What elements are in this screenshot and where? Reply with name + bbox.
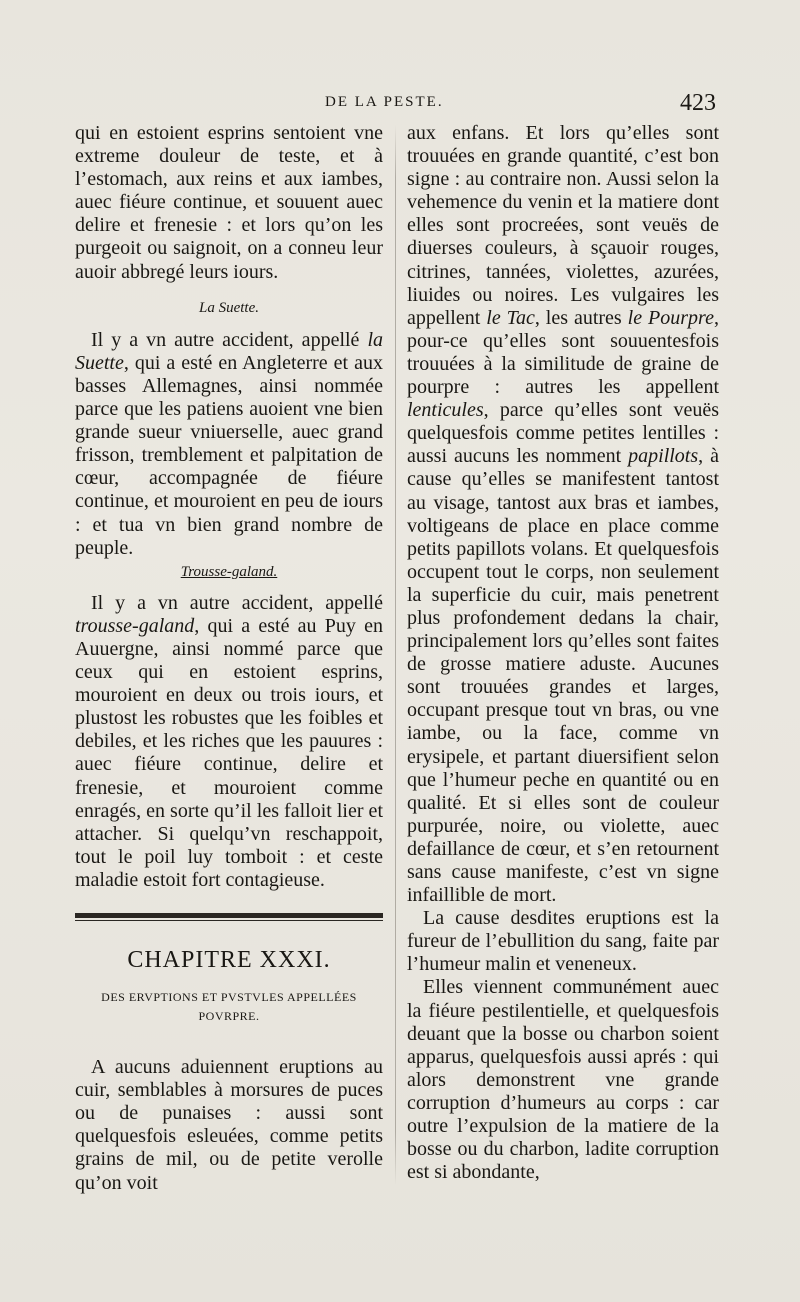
- paragraph: [75, 592, 383, 892]
- chapter-subtitle-line: DES ERVPTIONS ET PVSTVLES APPELLÉES: [101, 990, 357, 1005]
- text-run: Il y a vn autre accident, appellé: [91, 328, 368, 351]
- right-column: [407, 122, 719, 1184]
- page-number: 423: [680, 90, 716, 116]
- chapter-title: CHAPITRE XXXI.: [127, 947, 331, 973]
- text-run: , les autres: [534, 306, 628, 329]
- text-run: , à cause qu’elles se manifestent tantost au visage, tantost aux bras et iambes, voltigeans de place en place comme petits papillots volans. Et quelquesfois occupent tout le corps, non seulement la superficie du cuir, mais penetrent plus profondement dedans la chair, principalement lors qu’elles sont faites de grosse matiere aduste. Aucunes sont trouuées grandes et larges, occupant presque tout vn bras, ou vne iambe, ou la face, comme vn erysipele, et partant diuersifient selon que l’humeur peche en quantité ou en qualité. Et si elles sont de couleur purpurée, noire, ou violette, auec defaillance de cœur, et s’en retournent sans cause manifeste, c’est vn signe infaillible de mort.: [407, 445, 719, 907]
- rule-thin: [75, 920, 383, 921]
- text-run: Il y a vn autre accident, appellé: [91, 591, 383, 614]
- paragraph: qui en estoient esprins sentoient vne extreme douleur de teste, et à l’estomach, aux reins et aux iambes, auec fiéure continue, et souuent auec delire et frenesie : et lors qu’on les purgeoit ou saignoit, on a conneu leur auoir abbregé leurs iours.: [75, 122, 383, 283]
- term-italic: papillots: [628, 445, 699, 468]
- term-italic: trousse-galand: [75, 614, 195, 637]
- text-run: , parce qu’elles sont veuës quelquesfois comme petites lentilles : aussi aucuns les nomment: [407, 399, 719, 468]
- term-italic: le Tac: [486, 306, 535, 329]
- paragraph: A aucuns aduiennent eruptions au cuir, semblables à morsures de puces ou de punaises : aussi sont quelquesfois esleuées, comme petits grains de mil, ou de petite verolle qu’on voit: [75, 1056, 383, 1194]
- term-italic: la Suette: [75, 328, 383, 374]
- paragraph: [75, 329, 383, 560]
- text-run: , qui a esté en Angleterre et aux basses Allemagnes, ainsi nommée parce que les patiens auoient vne bien grande sueur vniuerselle, auec grand frisson, tremblement et palpitation de cœur, accompagnée de fiéure continue, et mouroient en peu de iours : et tua vn bien grand nombre de peuple.: [75, 351, 383, 559]
- term-italic: le Pourpre: [627, 306, 714, 329]
- term-italic: lenticules: [407, 399, 484, 422]
- text-run: , qui a esté au Puy en Auuergne, ainsi nommé parce que ceux qui en estoient esprins, mouroient en deux ou trois iours, et plustost les robustes que les foibles et debiles, et les riches que les pauures : auec fiéure continue, delire et frenesie, et mouroient comme enragés, en sorte qu’il les falloit lier et attacher. Si quelqu’vn reschappoit, tout le poil luy tomboit : et ceste maladie estoit fort contagieuse.: [75, 614, 383, 891]
- chapter-subtitle: [75, 988, 383, 1026]
- left-column: [75, 122, 383, 1195]
- column-divider: [395, 125, 396, 1185]
- chapter-subtitle-line: POVRPRE.: [198, 1009, 260, 1024]
- paragraph: Elles viennent communément auec la fiéure pestilentielle, et quelquesfois deuant que la bosse ou charbon soient apparus, quelquesfois aussi aprés : qui alors demonstrent vne grande corruption d’humeurs au corps : car outre l’expulsion de la matiere de la bosse ou du charbon, ladite corruption est si abondante,: [407, 976, 719, 1184]
- paragraph: La cause desdites eruptions est la fureur de l’ebullition du sang, faite par l’humeur malin et veneneux.: [407, 907, 719, 976]
- text-run: , pour-ce qu’elles sont souuentesfois trouuées à la similitude de graine de pourpre : autres les appellent: [407, 306, 719, 399]
- section-heading-suette: La Suette.: [199, 299, 259, 316]
- running-title: DE LA PESTE.: [325, 94, 444, 110]
- section-rule: [75, 913, 383, 921]
- running-head: [0, 90, 800, 120]
- rule-thick: [75, 913, 383, 918]
- paragraph: [407, 122, 719, 907]
- text-run: aux enfans. Et lors qu’elles sont trouuées en grande quantité, c’est bon signe : au contraire non. Aussi selon la vehemence du venin et la matiere dont elles sont procreées, sont veuës de diuerses couleurs, à sçauoir rouges, citrines, tannées, violettes, azurées, liuides ou noires. Les vulgaires les appellent: [407, 122, 719, 329]
- section-heading-trousse-galand: Trousse-galand.: [180, 563, 278, 580]
